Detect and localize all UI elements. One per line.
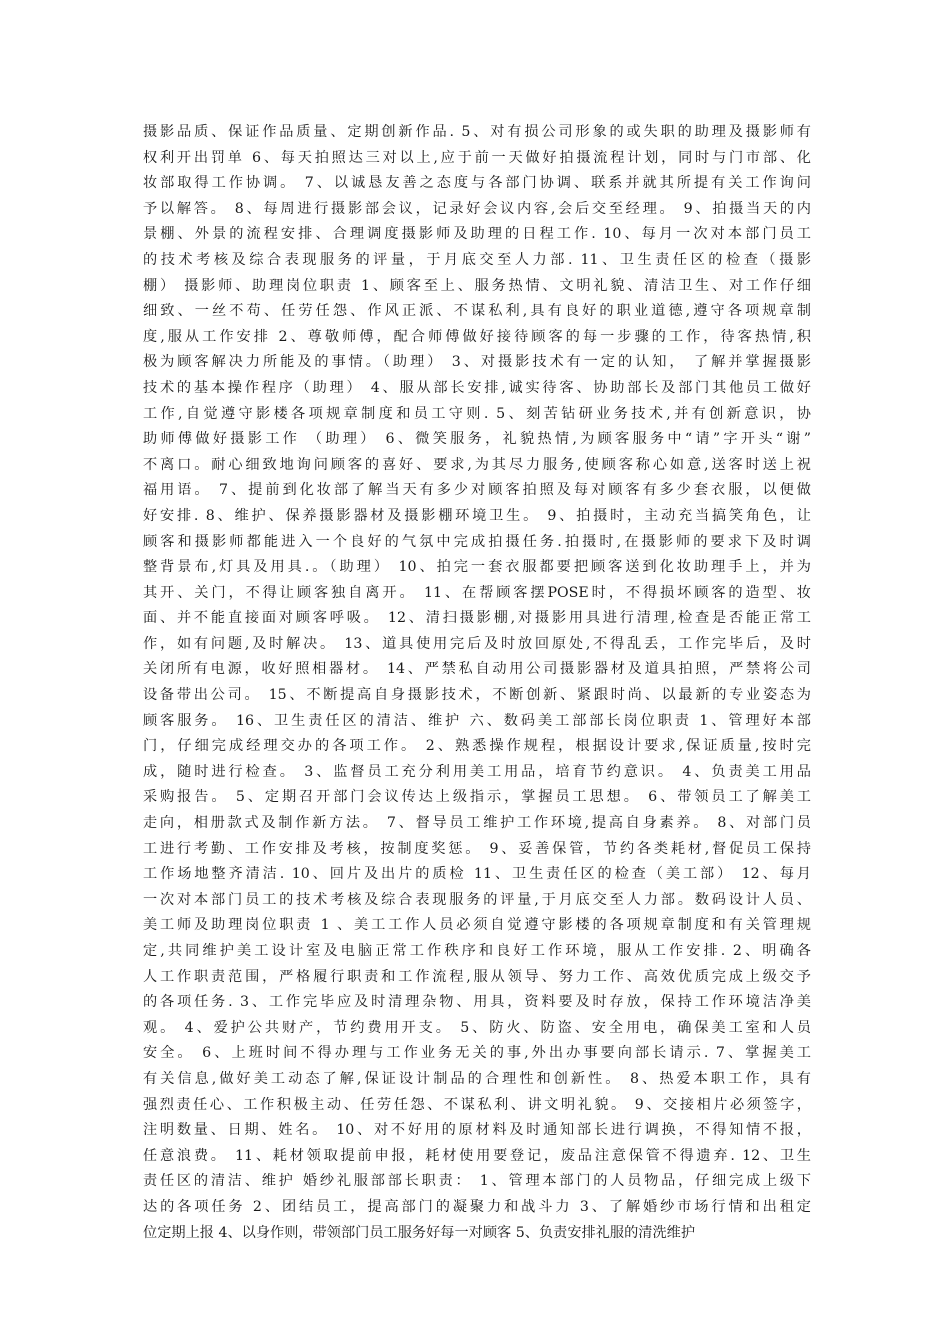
text-line: 景棚、外景的流程安排、合理调度摄影师及助理的日程工作. 10、每月一次对本部门员工 [143,226,811,243]
text-line: 其开、关门，不得让顾客独自离开。 11、在帮顾客摆POSE时，不得损坏顾客的造型、妆 [143,584,811,601]
text-line: 摄影品质、保证作品质量、定期创新作品. 5、对有损公司形象的或失职的助理及摄影师有 [143,124,811,140]
text-line: 有关信息,做好美工动态了解,保证设计制品的合理性和创新性。 8、热爱本职工作，具有 [143,1070,811,1087]
text-line: 福用语。 7、提前到化妆部了解当天有多少对顾客拍照及每对顾客有多少套衣服，以便做 [143,482,811,499]
text-line: 细致、一丝不苟、任劳任怨、作风正派、不谋私利,具有良好的职业道德,遵守各项规章制 [143,303,811,320]
text-line: 一次对本部门员工的技术考核及综合表现服务的评量,于月底交至人力部。数码设计人员、 [143,891,811,908]
text-line: 工作场地整齐清洁. 10、回片及出片的质检 11、卫生责任区的检查（美工部） 12、每月 [143,866,811,883]
text-line: 设备带出公司。 15、不断提高自身摄影技术，不断创新、紧跟时尚、以最新的专业姿态为 [143,687,811,704]
text-line: 顾客服务。 16、卫生责任区的清洁、维护 六、数码美工部部长岗位职责 1、管理好本部 [143,712,811,729]
text-line: 观。 4、爱护公共财产，节约费用开支。 5、防火、防盗、安全用电，确保美工室和人员 [143,1019,811,1036]
text-line: 安全。 6、上班时间不得办理与工作业务无关的事,外出办事要向部长请示. 7、掌握美工 [143,1045,811,1062]
text-line: 顾客和摄影师都能进入一个良好的气氛中完成拍摄任务.拍摄时,在摄影师的要求下及时调 [143,533,811,550]
text-line: 工进行考勤、工作安排及考核，按制度奖惩。 9、妥善保管，节约各类耗材,督促员工保持 [143,840,811,857]
text-line: 门，仔细完成经理交办的各项工作。 2、熟悉操作规程，根据设计要求,保证质量,按时完 [143,738,811,755]
text-line: 成，随时进行检查。 3、监督员工充分利用美工用品，培育节约意识。 4、负责美工用品 [143,763,811,780]
text-line: 权利开出罚单 6、每天拍照达三对以上,应于前一天做好拍摄流程计划，同时与门市部、化 [143,149,811,166]
text-line: 妆部取得工作协调。 7、以诚恳友善之态度与各部门协调、联系并就其所提有关工作询问 [143,175,811,192]
text-line: 予以解答。 8、每周进行摄影部会议，记录好会议内容,会后交至经理。 9、拍摄当天的内 [143,200,811,217]
text-line: 责任区的清洁、维护 婚纱礼服部部长职责： 1、管理本部门的人员物品，仔细完成上级下 [143,1173,811,1190]
text-line: 棚） 摄影师、助理岗位职责 1、顾客至上、服务热情、文明礼貌、清洁卫生、对工作仔细 [143,277,811,294]
text-line: 助师傅做好摄影工作 （助理） 6、微笑服务，礼貌热情,为顾客服务中“请”字开头“谢” [143,431,811,448]
text-line: 人工作职责范围，严格履行职责和工作流程,服从领导、努力工作、高效优质完成上级交予 [143,968,811,985]
text-line: 强烈责任心、工作积极主动、任劳任怨、不谋私利、讲文明礼貌。 9、交接相片必须签字， [143,1096,811,1113]
text-line: 采购报告。 5、定期召开部门会议传达上级指示，掌握员工思想。 6、带领员工了解美工 [143,789,811,806]
document-body-text [143,120,811,1246]
text-line: 面、并不能直接面对顾客呼吸。 12、清扫摄影棚,对摄影用具进行清理,检查是否能正常工 [143,610,811,627]
text-line: 度,服从工作安排 2、尊敬师傅，配合师傅做好接待顾客的每一步骤的工作，待客热情,积 [143,328,811,345]
text-line: 任意浪费。 11、耗材领取提前申报，耗材使用要登记，废品注意保管不得遗弃. 12、卫生 [143,1147,811,1164]
text-line: 位定期上报 4、以身作则，带领部门员工服务好每一对顾客 5、负责安排礼服的清洗维护 [143,1224,696,1241]
text-line: 整背景布,灯具及用具.。（助理） 10、拍完一套衣服都要把顾客送到化妆助理手上，并为 [143,559,811,576]
text-line: 美工师及助理岗位职责 1 、美工工作人员必须自觉遵守影楼的各项规章制度和有关管理规 [143,917,811,934]
text-line: 走向，相册款式及制作新方法。 7、督导员工维护工作环境,提高自身素养。 8、对部门员 [143,815,811,832]
text-line: 极为顾客解决力所能及的事情。（助理） 3、对摄影技术有一定的认知， 了解并掌握摄影 [143,354,811,371]
text-line: 的各项任务. 3、工作完毕应及时清理杂物、用具，资料要及时存放，保持工作环境洁净美 [143,994,811,1011]
text-line: 作，如有问题,及时解决。 13、道具使用完后及时放回原处,不得乱丢，工作完毕后，及时 [143,635,811,652]
text-line: 好安排. 8、维护、保养摄影器材及摄影棚环境卫生。 9、拍摄时，主动充当搞笑角色，让 [143,507,811,524]
text-line: 达的各项任务 2、团结员工，提高部门的凝聚力和战斗力 3、了解婚纱市场行情和出租定 [143,1198,811,1215]
text-line: 工作,自觉遵守影楼各项规章制度和员工守则. 5、刻苦钻研业务技术,并有创新意识，协 [143,405,811,422]
text-line: 定,共同维护美工设计室及电脑正常工作秩序和良好工作环境，服从工作安排. 2、明确各 [143,943,811,959]
text-line: 关闭所有电源，收好照相器材。 14、严禁私自动用公司摄影器材及道具拍照，严禁将公司 [143,661,811,678]
text-line: 技术的基本操作程序（助理） 4、服从部长安排,诚实待客、协助部长及部门其他员工做好 [143,379,811,396]
text-line: 注明数量、日期、姓名。 10、对不好用的原材料及时通知部长进行调换，不得知情不报， [143,1122,811,1139]
text-line: 不离口。耐心细致地询问顾客的喜好、要求,为其尽力服务,使顾客称心如意,送客时送上祝 [143,456,811,473]
text-line: 的技术考核及综合表现服务的评量，于月底交至人力部. 11、卫生责任区的检查（摄影 [143,251,811,268]
